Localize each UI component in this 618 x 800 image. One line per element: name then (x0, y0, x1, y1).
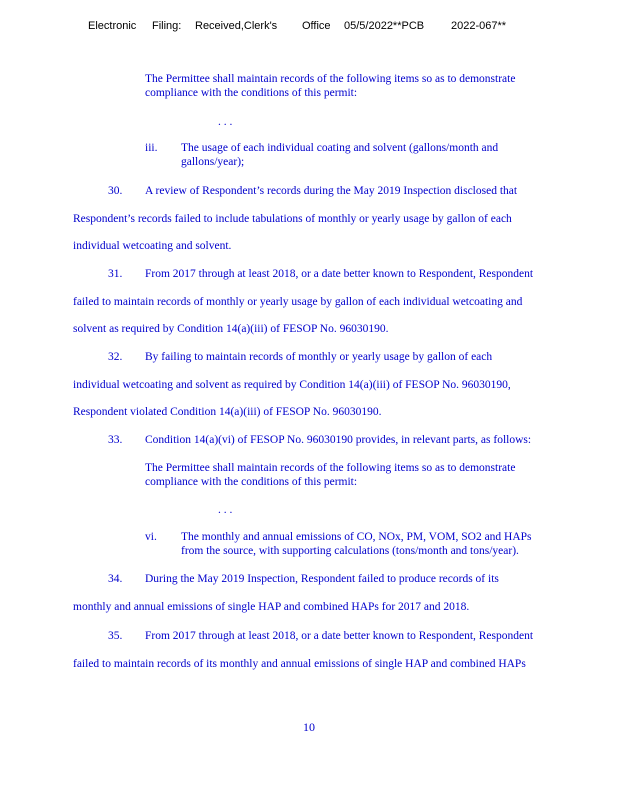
header-date: 05/5/2022**PCB (344, 20, 425, 32)
paragraph-32-number: 32. (108, 351, 123, 363)
paragraph-35-number: 35. (108, 630, 123, 642)
paragraph-31-number: 31. (108, 268, 123, 280)
quote2-item-line1: The monthly and annual emissions of CO, NOx, PM, VOM, SO2 and HAPs (181, 531, 532, 543)
quote1-line2: compliance with the conditions of this permit: (145, 87, 358, 99)
paragraph-31-line3: solvent as required by Condition 14(a)(iii) of FESOP No. 96030190. (73, 323, 389, 335)
quote1-item-line1: The usage of each individual coating and solvent (gallons/month and (181, 142, 499, 154)
page-number: 10 (303, 720, 315, 734)
paragraph-34-number: 34. (108, 573, 123, 585)
paragraph-33-number: 33. (108, 434, 123, 446)
quote2-line1: The Permittee shall maintain records of the following items so as to demonstrate (145, 462, 516, 474)
paragraph-31-line2: failed to maintain records of monthly or yearly usage by gallon of each individual wetcoating and (73, 296, 523, 308)
paragraph-32-line2: individual wetcoating and solvent as required by Condition 14(a)(iii) of FESOP No. 96030190, (73, 379, 511, 391)
quote1-item-line2: gallons/year); (181, 156, 245, 168)
paragraph-34-line1: During the May 2019 Inspection, Respondent failed to produce records of its (145, 573, 499, 585)
header-office: Office (302, 20, 331, 32)
paragraph-30-line1: A review of Respondent’s records during the May 2019 Inspection disclosed that (145, 185, 518, 197)
paragraph-35-line1: From 2017 through at least 2018, or a date better known to Respondent, Respondent (145, 630, 534, 642)
quote1-item-number: iii. (145, 142, 158, 154)
quote2-ellipsis: . . . (218, 504, 233, 516)
paragraph-30-number: 30. (108, 185, 123, 197)
paragraph-35-line2: failed to maintain records of its monthly and annual emissions of single HAP and combined HAPs (73, 658, 526, 670)
filing-header (0, 18, 618, 34)
paragraph-30-line2: Respondent’s records failed to include tabulations of monthly or yearly usage by gallon of each (73, 213, 512, 225)
header-filing: Filing: (152, 20, 182, 32)
quote1-line1: The Permittee shall maintain records of the following items so as to demonstrate (145, 73, 516, 85)
paragraph-32-line1: By failing to maintain records of monthly or yearly usage by gallon of each (145, 351, 493, 363)
quote2-item-number: vi. (145, 531, 157, 543)
paragraph-34-line2: monthly and annual emissions of single HAP and combined HAPs for 2017 and 2018. (73, 601, 470, 613)
quote2-line2: compliance with the conditions of this permit: (145, 476, 358, 488)
header-case: 2022-067** (451, 20, 507, 32)
quote1-ellipsis: . . . (218, 116, 233, 128)
header-received: Received,Clerk's (195, 20, 278, 32)
paragraph-31-line1: From 2017 through at least 2018, or a date better known to Respondent, Respondent (145, 268, 534, 280)
header-electronic: Electronic (88, 20, 137, 32)
quote2-item-line2: from the source, with supporting calculations (tons/month and tons/year). (181, 545, 519, 557)
paragraph-30-line3: individual wetcoating and solvent. (73, 240, 232, 252)
paragraph-32-line3: Respondent violated Condition 14(a)(iii) of FESOP No. 96030190. (73, 406, 382, 418)
paragraph-33-line1: Condition 14(a)(vi) of FESOP No. 96030190 provides, in relevant parts, as follows: (145, 434, 532, 446)
